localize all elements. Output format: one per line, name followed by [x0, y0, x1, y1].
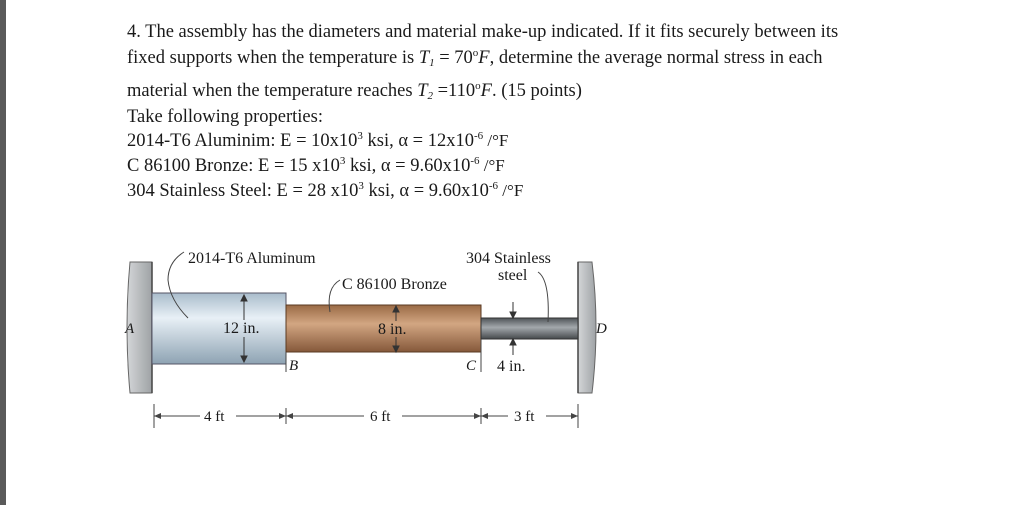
steel-e-exp: 3	[358, 180, 364, 192]
problem-text-3a: material when the temperature reaches	[127, 81, 413, 101]
point-b-label: B	[289, 358, 299, 374]
problem-text-2a: fixed supports when the temperature is	[127, 48, 415, 68]
label-aluminum: 2014-T6 Aluminum	[188, 250, 316, 267]
t1-degree: o	[472, 47, 479, 59]
aluminum-alpha-unit: /°F	[483, 131, 509, 150]
t2-subscript: 2	[427, 90, 433, 102]
steel-alpha: ksi, α = 9.60x10	[363, 181, 489, 201]
aluminum-segment	[152, 293, 286, 364]
t1-unit: F	[478, 48, 490, 68]
len-aluminum-label: 4 ft	[204, 409, 225, 425]
point-a-label: A	[125, 321, 135, 337]
t2-symbol: T	[417, 81, 428, 101]
bronze-alpha-exp: -6	[470, 155, 480, 167]
t1-subscript: 1	[429, 57, 435, 69]
problem-text-3b: . (15 points)	[491, 81, 582, 101]
t1-symbol: T	[418, 48, 430, 68]
properties-heading: Take following properties:	[127, 107, 323, 127]
bronze-alpha: ksi, α = 9.60x10	[345, 156, 471, 176]
problem-text-2b: , determine the average normal stress in each	[489, 48, 823, 68]
dia-bronze-label: 8 in.	[378, 321, 407, 338]
dia-steel-label: 4 in.	[497, 358, 526, 375]
t1-value: = 70	[439, 48, 473, 68]
aluminum-alpha-exp: -6	[473, 130, 484, 142]
t2-unit: F	[480, 81, 492, 101]
aluminum-alpha: ksi, α = 12x10	[362, 131, 474, 151]
label-steel-2: steel	[498, 267, 528, 284]
bronze-e: C 86100 Bronze: E = 15 x10	[127, 156, 340, 176]
label-bronze: C 86100 Bronze	[342, 276, 447, 293]
point-c-label: C	[466, 358, 477, 374]
bronze-e-exp: 3	[339, 155, 346, 167]
point-d-label: D	[596, 321, 607, 337]
bronze-alpha-unit: /°F	[479, 156, 505, 175]
steel-e: 304 Stainless Steel: E = 28 x10	[127, 181, 359, 201]
len-bronze-label: 6 ft	[370, 409, 391, 425]
leader-steel	[538, 272, 548, 322]
right-support-wall	[578, 262, 596, 393]
steel-alpha-unit: /°F	[498, 181, 524, 200]
t2-value: =110	[437, 81, 476, 101]
aluminum-e-exp: 3	[357, 130, 363, 142]
steel-segment	[481, 318, 578, 339]
steel-alpha-exp: -6	[488, 180, 499, 192]
dia-aluminum-label: 12 in.	[223, 320, 260, 337]
problem-text-1: 4. The assembly has the diameters and material make-up indicated. If it fits securely between its	[127, 22, 839, 42]
t2-degree: o	[475, 80, 481, 92]
label-steel-1: 304 Stainless	[466, 250, 551, 267]
len-steel-label: 3 ft	[514, 409, 535, 425]
aluminum-e: 2014-T6 Aluminim: E = 10x10	[127, 131, 358, 151]
